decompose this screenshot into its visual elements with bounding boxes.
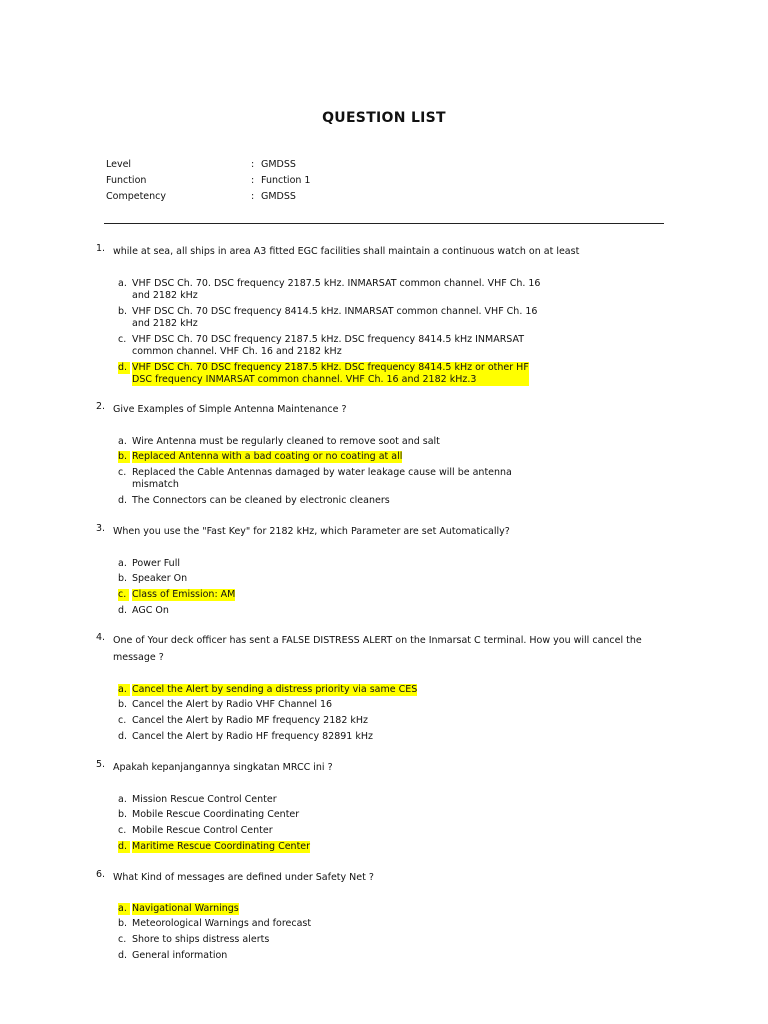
option-letter: c.	[118, 589, 129, 601]
option-text: Cancel the Alert by Radio VHF Channel 16	[132, 699, 333, 710]
option-letter: d.	[118, 950, 128, 961]
option-letter: b.	[118, 306, 128, 317]
option-text: Class of Emission: AM	[132, 589, 236, 600]
question-number: 6.	[96, 869, 106, 880]
option-letter: d.	[118, 495, 128, 506]
meta-value: GMDSS	[261, 159, 296, 170]
option-text: AGC On	[132, 605, 169, 616]
option-text: Mobile Rescue Coordinating Center	[132, 809, 300, 820]
option-letter: b.	[118, 809, 128, 820]
option-letter: d.	[118, 362, 130, 374]
page-title: QUESTION LIST	[322, 110, 446, 126]
option-letter: c.	[118, 715, 127, 726]
option-letter: c.	[118, 934, 127, 945]
option-letter: b.	[118, 573, 128, 584]
meta-label: Competency	[106, 191, 167, 202]
question-text: Give Examples of Simple Antenna Maintenance ?	[113, 404, 347, 415]
option-letter: b.	[118, 451, 130, 463]
option-text: Cancel the Alert by Radio HF frequency 82891 kHz	[132, 731, 374, 742]
question-text: One of Your deck officer has sent a FALSE DISTRESS ALERT on the Inmarsat C terminal. How you will cancel the message ?	[113, 635, 642, 663]
meta-value: GMDSS	[261, 191, 296, 202]
question-text: When you use the "Fast Key" for 2182 kHz, which Parameter are set Automatically?	[113, 526, 510, 537]
option-letter: b.	[118, 918, 128, 929]
option-text: Meteorological Warnings and forecast	[132, 918, 312, 929]
option-letter: c.	[118, 825, 127, 836]
question-text: What Kind of messages are defined under Safety Net ?	[113, 872, 374, 883]
option-letter: d.	[118, 605, 128, 616]
meta-colon: :	[251, 191, 255, 202]
option-letter: c.	[118, 467, 127, 478]
option-letter: b.	[118, 699, 128, 710]
option-text: Wire Antenna must be regularly cleaned to remove soot and salt	[132, 436, 440, 447]
option-text: Cancel the Alert by Radio MF frequency 2182 kHz	[132, 715, 369, 726]
option-text: Mobile Rescue Control Center	[132, 825, 273, 836]
option-text: Mission Rescue Control Center	[132, 794, 277, 805]
option-text: VHF DSC Ch. 70 DSC frequency 2187.5 kHz. DSC frequency 8414.5 kHz or other HF DSC frequency INMARSAT common channel. VHF Ch. 16 and 2182 kHz.3	[132, 362, 529, 385]
option-text: Power Full	[132, 558, 180, 569]
question-number: 4.	[96, 632, 106, 643]
meta-label: Level	[106, 159, 132, 170]
question-number: 5.	[96, 759, 106, 770]
question-text: while at sea, all ships in area A3 fitted EGC facilities shall maintain a continuous watch on at least	[113, 246, 580, 257]
option-text: Shore to ships distress alerts	[132, 934, 270, 945]
option-letter: c.	[118, 334, 127, 345]
question-number: 1.	[96, 243, 106, 254]
option-text: The Connectors can be cleaned by electronic cleaners	[132, 495, 390, 506]
question-number: 3.	[96, 523, 106, 534]
option-text: Replaced the Cable Antennas damaged by water leakage cause will be antenna mismatch	[132, 467, 512, 490]
option-letter: a.	[118, 794, 127, 805]
option-letter: a.	[118, 558, 127, 569]
meta-colon: :	[251, 175, 255, 186]
option-text: Speaker On	[132, 573, 188, 584]
option-text: VHF DSC Ch. 70. DSC frequency 2187.5 kHz. INMARSAT common channel. VHF Ch. 16 and 2182 kHz	[132, 278, 541, 301]
option-text: Navigational Warnings	[132, 903, 239, 914]
option-letter: d.	[118, 841, 130, 853]
option-letter: a.	[118, 903, 130, 915]
meta-colon: :	[251, 159, 255, 170]
header-divider	[104, 223, 664, 224]
option-letter: a.	[118, 436, 127, 447]
option-text: Replaced Antenna with a bad coating or no coating at all	[132, 451, 403, 462]
question-text: Apakah kepanjangannya singkatan MRCC ini ?	[113, 762, 333, 773]
option-letter: d.	[118, 731, 128, 742]
option-text: Maritime Rescue Coordinating Center	[132, 841, 311, 852]
option-text: General information	[132, 950, 228, 961]
option-letter: a.	[118, 684, 130, 696]
option-text: Cancel the Alert by sending a distress priority via same CES	[132, 684, 418, 695]
meta-label: Function	[106, 175, 147, 186]
option-text: VHF DSC Ch. 70 DSC frequency 8414.5 kHz. INMARSAT common channel. VHF Ch. 16 and 2182 kHz	[132, 306, 538, 329]
option-letter: a.	[118, 278, 127, 289]
meta-value: Function 1	[261, 175, 311, 186]
option-text: VHF DSC Ch. 70 DSC frequency 2187.5 kHz. DSC frequency 8414.5 kHz INMARSAT common channel. VHF Ch. 16 and 2182 kHz	[132, 334, 525, 357]
question-number: 2.	[96, 401, 106, 412]
